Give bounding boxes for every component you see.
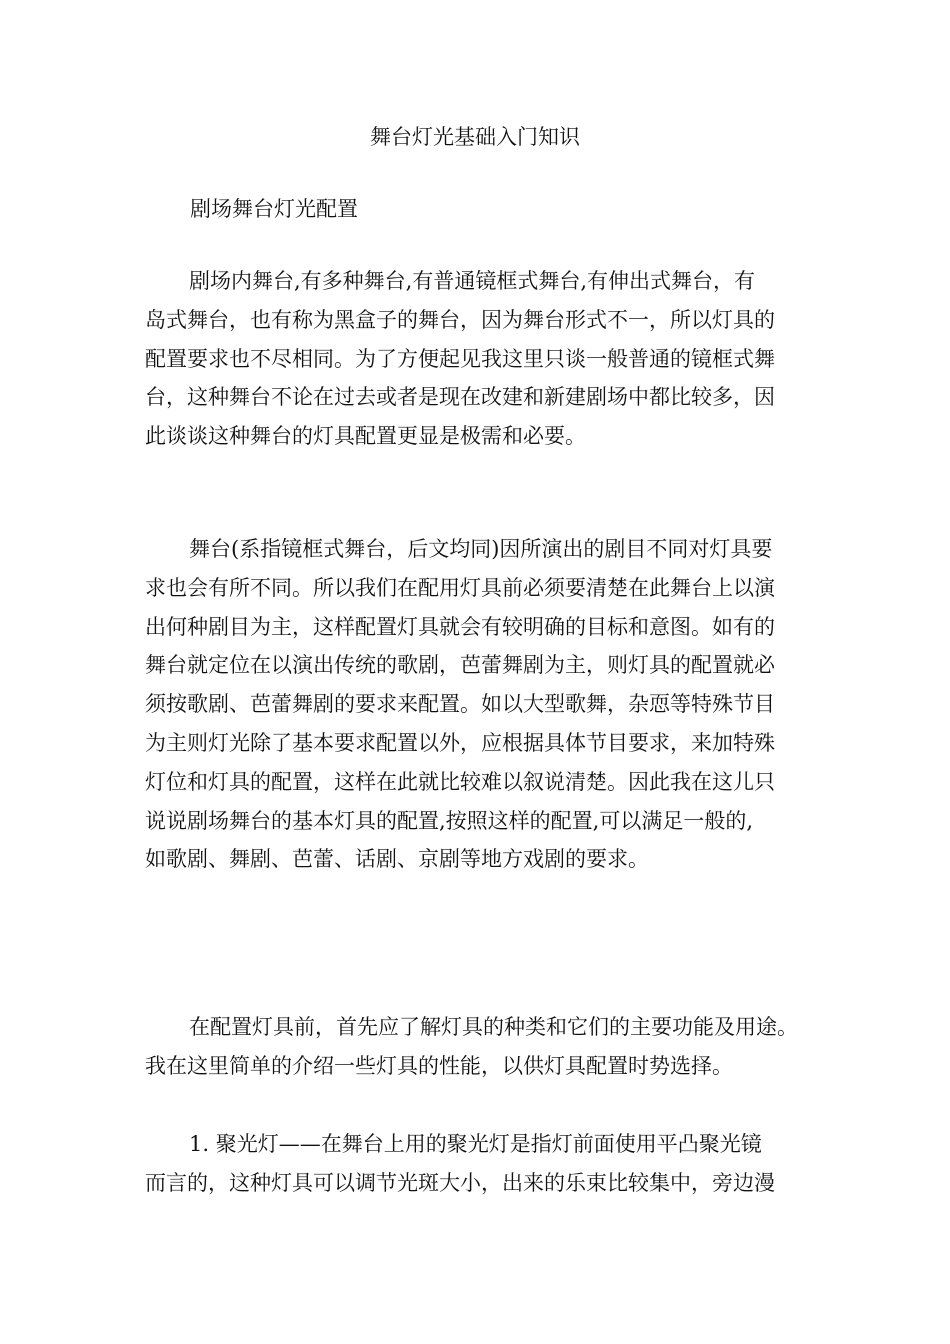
paragraph-line: 剧场内舞台,有多种舞台,有普通镜框式舞台,有伸出式舞台，有 <box>189 269 756 293</box>
paragraph-line: 台，这种舞台不论在过去或者是现在改建和新建剧场中都比较多，因 <box>145 385 775 410</box>
paragraph-line: 舞台(系指镜框式舞台，后文均同)因所演出的剧目不同对灯具要 <box>189 537 773 561</box>
paragraph <box>145 530 810 879</box>
section-heading: 剧场舞台灯光配置 <box>190 197 358 221</box>
paragraph-line: 舞台就定位在以演出传统的歌剧，芭蕾舞剧为主，则灯具的配置就必 <box>145 653 775 678</box>
paragraph-line: 为主则灯光除了基本要求配置以外，应根据具体节目要求，来加特殊 <box>145 730 775 755</box>
paragraph-line: 如歌剧、舞剧、芭蕾、话剧、京剧等地方戏剧的要求。 <box>145 847 649 872</box>
document-title: 舞台灯光基础入门知识 <box>370 125 580 149</box>
paragraph-line: 灯位和灯具的配置，这样在此就比较难以叙说清楚。因此我在这儿只 <box>145 769 775 794</box>
paragraph <box>145 1125 810 1203</box>
paragraph-line: 出何种剧目为主，这样配置灯具就会有较明确的目标和意图。如有的 <box>145 614 775 639</box>
paragraph-line: 而言的，这种灯具可以调节光斑大小，出来的乐束比较集中，旁边漫 <box>145 1170 775 1195</box>
paragraph-line: 我在这里简单的介绍一些灯具的性能，以供灯具配置时势选择。 <box>145 1053 733 1078</box>
paragraph-line: 说说剧场舞台的基本灯具的配置,按照这样的配置,可以满足一般的, <box>145 808 754 833</box>
paragraph-line: 在配置灯具前，首先应了解灯具的种类和它们的主要功能及用途。 <box>189 1015 798 1039</box>
paragraph-line: 须按歌剧、芭蕾舞剧的要求来配置。如以大型歌舞，杂恧等特殊节目 <box>145 692 775 717</box>
paragraph-line: 求也会有所不同。所以我们在配用灯具前必须要清楚在此舞台上以演 <box>145 575 775 600</box>
paragraph <box>145 262 810 456</box>
paragraph <box>145 1008 810 1086</box>
paragraph-line: 配置要求也不尽相同。为了方便起见我这里只谈一般普通的镜框式舞 <box>145 346 775 371</box>
paragraph-line: 岛式舞台，也有称为黑盒子的舞台，因为舞台形式不一，所以灯具的 <box>145 307 775 332</box>
paragraph-line: 1. 聚光灯——在舞台上用的聚光灯是指灯前面使用平凸聚光镜 <box>189 1132 762 1156</box>
paragraph-line: 此谈谈这种舞台的灯具配置更显是极需和必要。 <box>145 424 586 449</box>
